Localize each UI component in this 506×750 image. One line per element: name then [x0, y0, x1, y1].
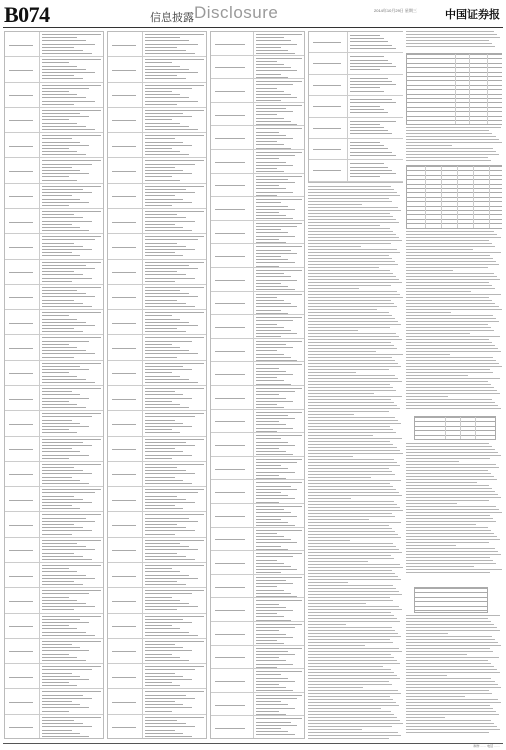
table-row [5, 209, 103, 234]
header-rule [3, 27, 503, 28]
text-paragraph [308, 186, 403, 739]
table-row [211, 598, 304, 622]
table-row [211, 669, 304, 693]
table-row [211, 221, 304, 245]
section-title-cn: 信息披露 [150, 11, 194, 24]
table-row [5, 664, 103, 689]
table-row [211, 410, 304, 434]
table-row [211, 551, 304, 575]
table-row [211, 693, 304, 717]
table-row [108, 512, 206, 537]
table-row [5, 512, 103, 537]
table-row [5, 614, 103, 639]
table-row [108, 689, 206, 714]
table-row [211, 716, 304, 739]
financial-table [406, 165, 502, 229]
fund-table [308, 31, 403, 183]
issue-date: 2014年10月29日 星期三 [374, 8, 417, 13]
table-row [108, 209, 206, 234]
page-body [4, 31, 502, 741]
table-row [309, 118, 403, 139]
table-row [5, 108, 103, 133]
table-row [108, 588, 206, 613]
table-row [211, 315, 304, 339]
fund-table-column-1 [4, 31, 104, 739]
data-table [414, 587, 488, 613]
text-paragraph [406, 31, 502, 49]
section-title-en: Disclosure [194, 3, 279, 22]
table-row [108, 158, 206, 183]
table-row [5, 639, 103, 664]
table-row [5, 335, 103, 360]
table-row [108, 639, 206, 664]
table-row [5, 462, 103, 487]
table-row [108, 361, 206, 386]
table-row [108, 487, 206, 512]
table-row [309, 96, 403, 117]
table-row [5, 411, 103, 436]
table-row [108, 108, 206, 133]
table-row [5, 437, 103, 462]
table-row [108, 614, 206, 639]
table-row [108, 411, 206, 436]
table-row [5, 715, 103, 739]
table-row [309, 139, 403, 160]
table-row [5, 588, 103, 613]
masthead [0, 0, 506, 28]
fund-table-column-2 [107, 31, 207, 739]
table-row [108, 563, 206, 588]
newspaper-logo: 中国证券报 [445, 8, 500, 21]
table-row [211, 646, 304, 670]
table-row [108, 83, 206, 108]
table-row [5, 32, 103, 57]
table-row [5, 184, 103, 209]
table-row [108, 437, 206, 462]
table-row [211, 433, 304, 457]
table-row [309, 53, 403, 74]
table-row [5, 310, 103, 335]
table-row [211, 339, 304, 363]
table-row [211, 362, 304, 386]
table-row [5, 260, 103, 285]
table-row [211, 528, 304, 552]
text-paragraph [406, 615, 502, 735]
table-row [5, 133, 103, 158]
table-row [108, 260, 206, 285]
table-row [5, 361, 103, 386]
table-row [108, 462, 206, 487]
table-row [108, 184, 206, 209]
table-row [5, 285, 103, 310]
page-number: B074 [4, 2, 50, 27]
table-row [211, 504, 304, 528]
table-row [5, 83, 103, 108]
announcement-column-5 [406, 31, 502, 739]
table-row [108, 310, 206, 335]
table-row [5, 386, 103, 411]
table-row [211, 126, 304, 150]
table-row [211, 268, 304, 292]
table-row [309, 160, 403, 181]
table-row [211, 56, 304, 80]
text-paragraph [406, 443, 502, 575]
table-row [108, 715, 206, 739]
fund-table-column-3 [210, 31, 305, 739]
table-row [108, 57, 206, 82]
footer-note: 制作 …… 电话 …… [473, 744, 500, 748]
table-row [108, 335, 206, 360]
announcement-column-4 [308, 31, 403, 739]
table-row [211, 32, 304, 56]
text-paragraph [406, 231, 502, 411]
financial-table [406, 53, 502, 125]
table-row [108, 386, 206, 411]
table-row [211, 575, 304, 599]
table-row [108, 234, 206, 259]
table-row [211, 457, 304, 481]
table-row [5, 487, 103, 512]
table-row [211, 79, 304, 103]
table-row [211, 244, 304, 268]
table-row [309, 75, 403, 96]
table-row [211, 622, 304, 646]
table-row [211, 386, 304, 410]
table-row [211, 150, 304, 174]
table-row [5, 57, 103, 82]
table-row [108, 133, 206, 158]
data-table [414, 416, 496, 440]
table-row [5, 538, 103, 563]
table-row [108, 32, 206, 57]
table-row [5, 158, 103, 183]
text-paragraph [406, 127, 502, 163]
table-row [211, 480, 304, 504]
footer-rule [3, 743, 503, 744]
table-row [108, 285, 206, 310]
table-row [108, 538, 206, 563]
table-row [5, 689, 103, 714]
table-row [108, 664, 206, 689]
table-row [211, 292, 304, 316]
table-row [211, 197, 304, 221]
table-row [211, 174, 304, 198]
table-row [309, 32, 403, 53]
table-row [5, 563, 103, 588]
table-row [211, 103, 304, 127]
table-row [5, 234, 103, 259]
